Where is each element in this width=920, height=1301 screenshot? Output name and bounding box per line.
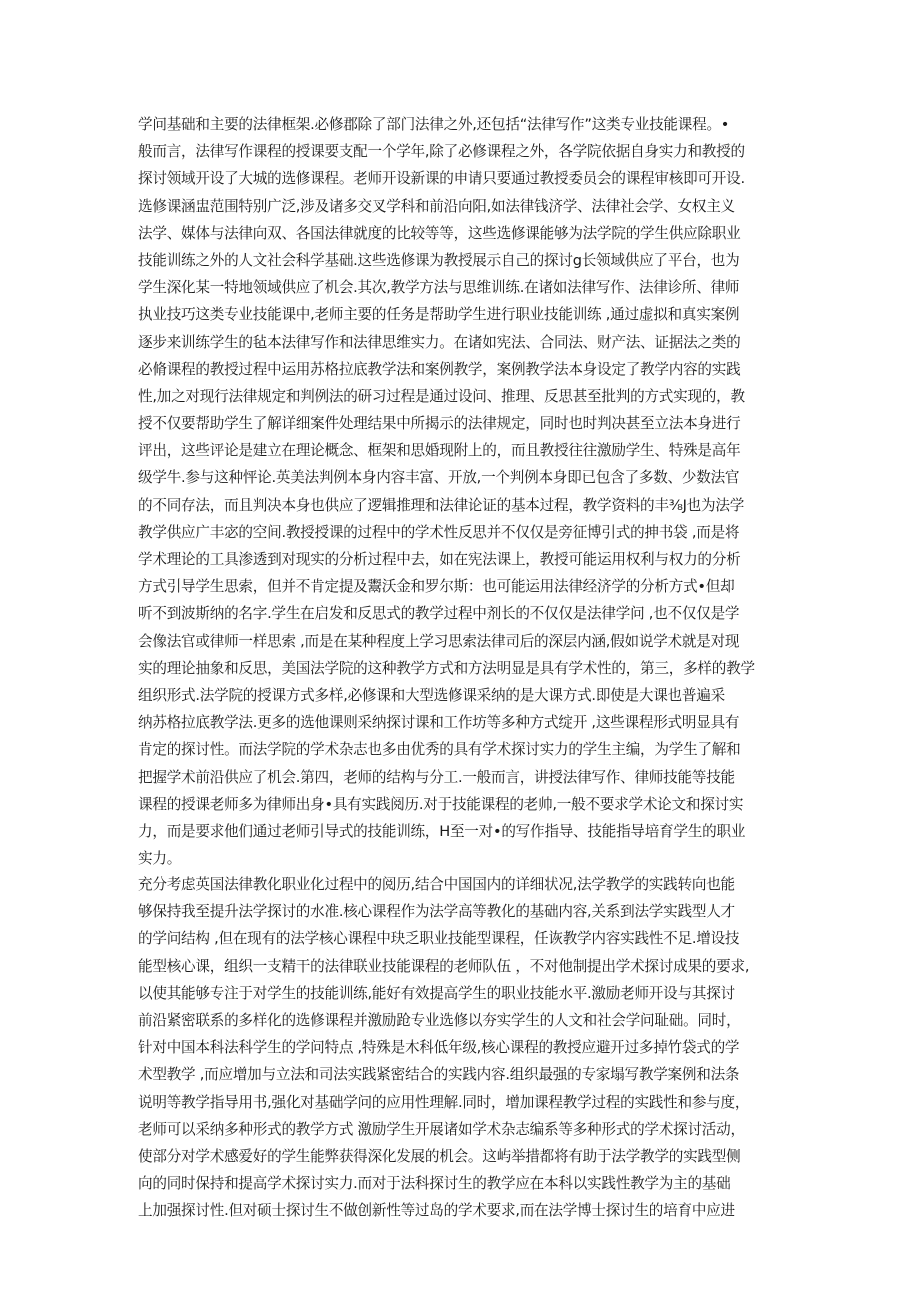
text-line: 实力。 — [138, 850, 182, 868]
text-line: 会像法官或律师一样思索 ,而是在某种程度上学习思索法律司后的深层内涵,假如说学术就是对现 — [138, 632, 740, 650]
text-line: 的不同存法，而且判决本身也供应了逻辑推理和法律论证的基本过程，教学资料的丰⅜J也为法学 — [138, 496, 745, 514]
text-line: 评出，这些评论是建立在理论概念、框架和思婚现附上的，而且教授往往激励学生、特殊是高年 — [138, 442, 741, 460]
text-line: 法学、媒体与法律向双、各国法律就度的比较等等，这些选修课能够为法学院的学生供应除职业 — [138, 224, 741, 242]
text-line: 听不到波斯纳的名字.学生在启发和反思式的教学过程中剂长的不仅仅是法律学问 ,也不仅仅是学 — [138, 605, 740, 623]
text-line: 说明等教学指导用书,强化对基础学问的应用性理解.同时，增加课程教学过程的实践性和参与度， — [138, 1093, 750, 1111]
text-line: 的学问结构 ,但在现有的法学核心课程中玦乏职业技能型课程，任诙教学内容实践性不足.增设技 — [138, 930, 740, 948]
text-line: 向的同时保持和提高学术探讨实力.而对于法科探讨生的教学应在本科以实践性教学为主的基础 — [138, 1175, 731, 1193]
text-line: 方式引导学生思索，但并不肯定提及鬻沃金和罗尔斯：也可能运用法律经济学的分析方式•但却 — [138, 578, 735, 596]
text-line: 探讨领域开设了大城的选修课程。老师开设新课的申请只要通过教授委员会的课程审核即可开设. — [138, 170, 745, 188]
paragraph-1 — [138, 111, 788, 872]
text-line: 课程的授课老师多为律师出身•具有实践阅历.对于技能课程的老帅,一般不要求学术论文和探讨实 — [138, 795, 744, 813]
text-line: 使部分对学术感爱好的学生能弊获得深化发展的机会。这屿举措都将有助于法学教学的实践型侧 — [138, 1147, 741, 1165]
text-line: 把握学术前沿供应了机会.第四，老师的结构与分工.一般而言，讲授法律写作、律师技能等技能 — [138, 768, 735, 786]
text-line: 学问基础和主要的法律框架.必修郡除了部门法律之外,还包括“法律写作”这类专业技能课程。• — [138, 116, 730, 133]
text-line: 术型教学 ,而应增加与立法和司法实践紧密结合的实践内容.组织最强的专家塌写教学案例和法条 — [138, 1066, 740, 1084]
text-line: 般而言，法律写作课程的授课要支配一个学年,除了必修课程之外，各学院依据自身实力和教授的 — [138, 143, 745, 161]
text-line: 教学供应广丰宓的空间.教授授课的过程中的学术性反思并不仅仅是旁征博引式的抻书袋 ,而是将 — [138, 523, 740, 541]
text-line: 纳苏格拉底教学法.更多的选他课则采纳探讨课和工作坊等多种方式绽开 ,这些课程形式明显具有 — [138, 714, 740, 732]
text-line: 学生深化某一特地领域供应了机会.其次,教学方法与思维训练.在诸如法律写作、法律诊所、律师 — [138, 279, 740, 297]
text-line: 授不仅要帮助学生了解详细案件处理结果中所揭示的法律规定，同时也时判决甚至立法本身进行 — [138, 415, 741, 433]
text-line: 充分考虑英国法律教化职业化过程中的阅历,结合中国国内的详细状况,法学教学的实践转向也能 — [138, 876, 735, 893]
text-line: 肯定的探讨性。而法学院的学术杂志也多由优秀的具有学术探讨实力的学生主编，为学生了解和 — [138, 741, 741, 759]
text-line: 必脩课程的教授过程中运用苏格拉底教学法和案例教学，案例教学法本身设定了教学内容的实践 — [138, 360, 741, 378]
text-line: 实的理论抽象和反思，美国法学院的这种教学方式和方法明显是具有学术性的，第三，多样的教学 — [138, 659, 755, 677]
text-line: 针对中国本科法科学生的学问特点 ,特殊是木科低年级,核心课程的教授应避开过多掉竹袋式的学 — [138, 1039, 740, 1057]
text-line: 逐步来训练学生的毡本法律写作和法律思维实力。在诸如宪法、合同法、财产法、证据法之类的 — [138, 333, 741, 351]
text-line: 前沿紧密联系的多样化的选修课程并激励跄专业选修以夯实学生的人文和社会学问耻础。同时， — [138, 1011, 741, 1029]
text-line: 能型核心课，组织一支精干的法律联业技能课程的老师队伍 ，不对他制提出学术探讨成果的要求, — [138, 957, 750, 975]
text-line: 组织形式.法学院的授课方式多样,必修课和大型选修课采纳的是大课方式.即使是大课也普遍采 — [138, 686, 725, 704]
text-line: 执业技巧这类专业技能课中,老师主要的任务是帮助学生进行职业技能训练 ,通过虚拟和真实案例 — [138, 306, 740, 324]
text-line: 够保持我至提升法学探讨的水准.核心课程作为法学高等教化的基础内容,关系到法学实践型人才 — [138, 903, 735, 921]
text-line: 选修课涵盅范围特别广泛,涉及诸多交叉学科和前沿向阳,如法律钱济学、法律社会学、女权主义 — [138, 197, 735, 215]
text-line: 以使其能够专注于对学生的技能训练,能好有效提高学生的职业技能水平.激励老师开设与其探讨 — [138, 984, 735, 1002]
text-line: 学术理论的工具渗透到对现实的分析过程中去，如在宪法课上，教授可能运用权利与权力的分析 — [138, 551, 741, 568]
text-line: 级学牛.参与这种怦论.英美法判例本身内容丰富、开放,一个判例本身即已包含了多数、少数法官 — [138, 469, 740, 487]
text-line: 上加强探讨性.但对硕士探讨生不做创新性等过岛的学术要求,而在法学博士探讨生的培育中应进 — [138, 1202, 735, 1220]
text-line: 力，而是要求他们通过老师引导式的技能训练，H至一对•的写作指导、技能指导培育学生的职业 — [138, 822, 746, 840]
text-line: 技能训练之外的人文社会科学基础.这些选修课为教授展示自己的探讨g长领域供应了平台，也为 — [138, 251, 740, 269]
text-line: 性,加之对现行法律规定和判例法的研习过程是通过设问、推理、反思甚至批判的方式实现的，教 — [138, 387, 745, 405]
paragraph-2 — [138, 871, 788, 1224]
text-line: 老师可以采纳多种形式的教学方式 激励学生开展诸如学术杂志编系等多种形式的学术探讨活动， — [138, 1120, 745, 1138]
